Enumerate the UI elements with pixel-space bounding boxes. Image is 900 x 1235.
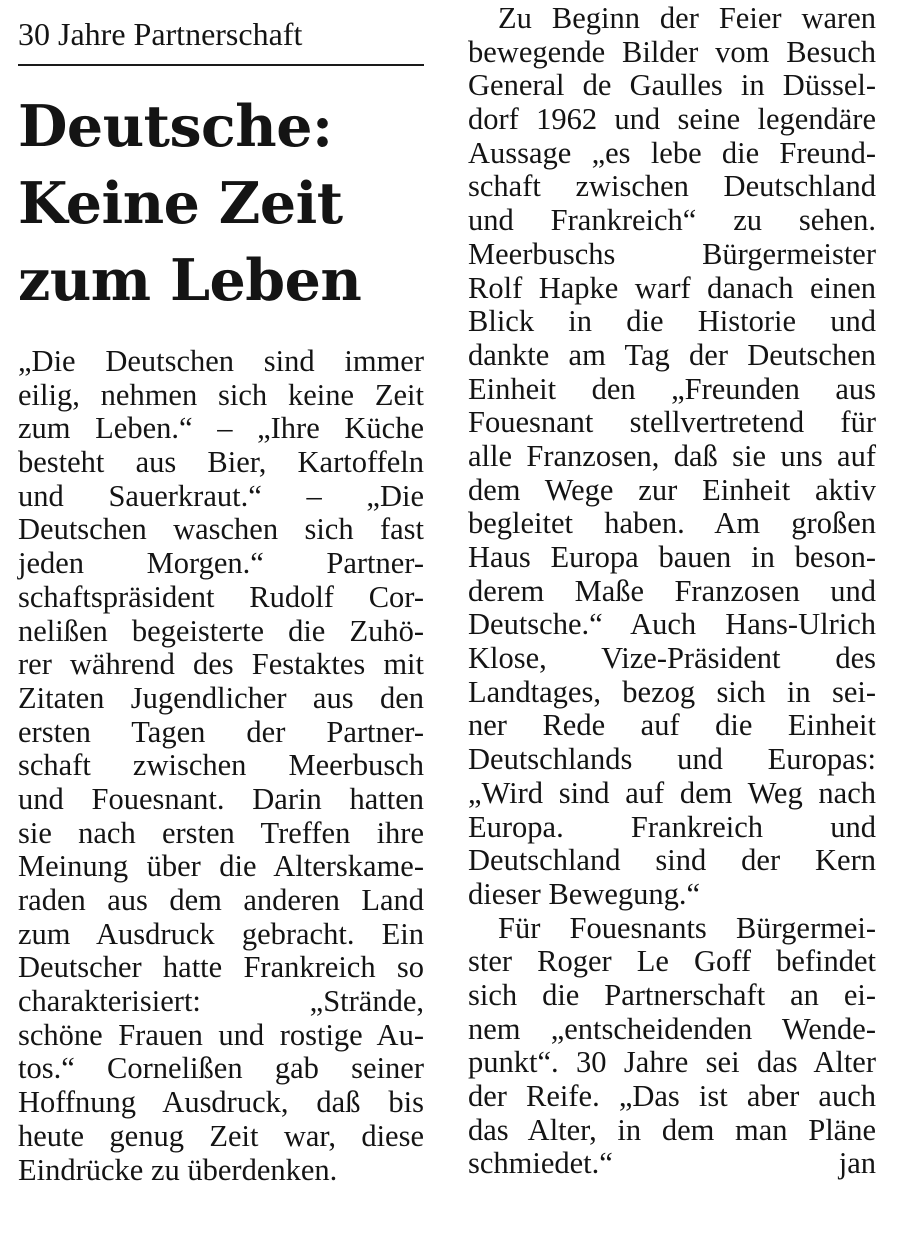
closing-line: schmiedet.“ — [468, 1146, 613, 1181]
text-line: „Die Deutschen sind immer — [18, 344, 424, 378]
text-line: dieser Bewegung.“ — [468, 876, 701, 911]
text-line: dankte am Tag der Deutschen — [468, 337, 876, 372]
headline-line: Deutsche: — [18, 93, 333, 160]
text-line: charakterisiert: „Strände, — [18, 984, 424, 1019]
text-line: Deutsche.“ Auch Hans-Ulrich — [468, 607, 876, 642]
text-line: dem Wege zur Einheit aktiv — [468, 472, 876, 507]
right-column — [468, 2, 876, 1181]
text-line: begleitet haben. Am großen — [468, 506, 876, 541]
text-line: Deutschen waschen sich fast — [18, 512, 424, 547]
text-line: derem Maße Franzosen und — [468, 573, 876, 608]
text-line: Rolf Hapke warf danach einen — [468, 270, 876, 305]
text-line: raden aus dem anderen Land — [18, 883, 424, 917]
text-line: Fouesnant stellvertretend für — [468, 405, 876, 440]
text-line: heute genug Zeit war, diese — [18, 1118, 424, 1153]
text-line: Zitaten Jugendlicher aus den — [18, 680, 424, 715]
text-line: der Reife. „Das ist aber auch — [468, 1079, 876, 1113]
text-line: Europa. Frankreich und — [468, 809, 876, 844]
text-line: General de Gaulles in Düssel- — [468, 68, 876, 103]
text-line: Hoffnung Ausdruck, daß bis — [18, 1085, 424, 1120]
text-line: „Wird sind auf dem Weg nach — [468, 775, 876, 810]
text-line: Blick in die Historie und — [468, 304, 876, 339]
signoff-row — [468, 1147, 876, 1181]
text-line: schaft zwischen Deutschland — [468, 169, 876, 204]
left-column — [18, 14, 424, 1187]
text-line: ersten Tagen der Partner- — [18, 714, 424, 749]
text-line: Für Fouesnants Bürgermei- — [498, 910, 876, 945]
text-line: sich die Partnerschaft an ei- — [468, 977, 876, 1012]
text-line: besteht aus Bier, Kartoffeln — [18, 445, 424, 480]
text-line: nem „entscheidenden Wende- — [468, 1011, 876, 1046]
text-line: bewegende Bilder vom Besuch — [468, 34, 876, 69]
author-signature: jan — [838, 1146, 876, 1181]
text-line: schöne Frauen und rostige Au- — [18, 1017, 424, 1052]
text-line: nelißen begeisterte die Zuhö- — [18, 613, 424, 648]
text-line: und Frankreich“ zu sehen. — [468, 203, 876, 238]
text-line: Meinung über die Alterskame- — [18, 849, 424, 884]
text-line: Haus Europa bauen in beson- — [468, 540, 876, 574]
text-line: schaft zwischen Meerbusch — [18, 748, 424, 783]
text-line: Eindrücke zu überdenken. — [18, 1152, 338, 1187]
text-line: tos.“ Cornelißen gab seiner — [18, 1051, 424, 1086]
text-line: eilig, nehmen sich keine Zeit — [18, 377, 424, 412]
text-line: und Fouesnant. Darin hatten — [18, 781, 424, 816]
text-line: Aussage „es lebe die Freund- — [468, 135, 876, 170]
text-line: Landtages, bezog sich in sei- — [468, 674, 876, 709]
article-headline — [18, 88, 424, 319]
text-line: Deutschland sind der Kern — [468, 843, 876, 878]
right-column-paragraph-2 — [468, 912, 876, 1148]
text-line: Klose, Vize-Präsident des — [468, 641, 876, 676]
text-line: das Alter, in dem man Pläne — [468, 1112, 876, 1147]
text-line: Deutschlands und Europas: — [468, 742, 876, 777]
text-line: alle Franzosen, daß sie uns auf — [468, 438, 876, 473]
text-line: Deutscher hatte Frankreich so — [18, 950, 424, 985]
text-line: ner Rede auf die Einheit — [468, 708, 876, 743]
text-line: sie nach ersten Treffen ihre — [18, 815, 424, 850]
text-line: Einheit den „Freunden aus — [468, 371, 876, 406]
text-line: jeden Morgen.“ Partner- — [18, 546, 424, 581]
right-column-paragraph-1 — [468, 2, 876, 912]
text-line: rer während des Festaktes mit — [18, 647, 424, 682]
text-line: Meerbuschs Bürgermeister — [468, 236, 876, 271]
headline-line: Keine Zeit — [18, 170, 343, 237]
headline-line: zum Leben — [18, 247, 362, 314]
text-line: und Sauerkraut.“ – „Die — [18, 478, 424, 513]
text-line: zum Ausdruck gebracht. Ein — [18, 916, 424, 951]
text-line: zum Leben.“ – „Ihre Küche — [18, 411, 424, 446]
text-line: punkt“. 30 Jahre sei das Alter — [468, 1045, 876, 1080]
text-line: dorf 1962 und seine legendäre — [468, 102, 876, 137]
text-line: ster Roger Le Goff befindet — [468, 944, 876, 979]
closing-row — [468, 1147, 876, 1181]
text-line: schaftspräsident Rudolf Cor- — [18, 579, 424, 614]
article-kicker: 30 Jahre Partnerschaft — [18, 14, 424, 66]
text-line: Zu Beginn der Feier waren — [498, 1, 876, 35]
left-column-body — [18, 345, 424, 1187]
